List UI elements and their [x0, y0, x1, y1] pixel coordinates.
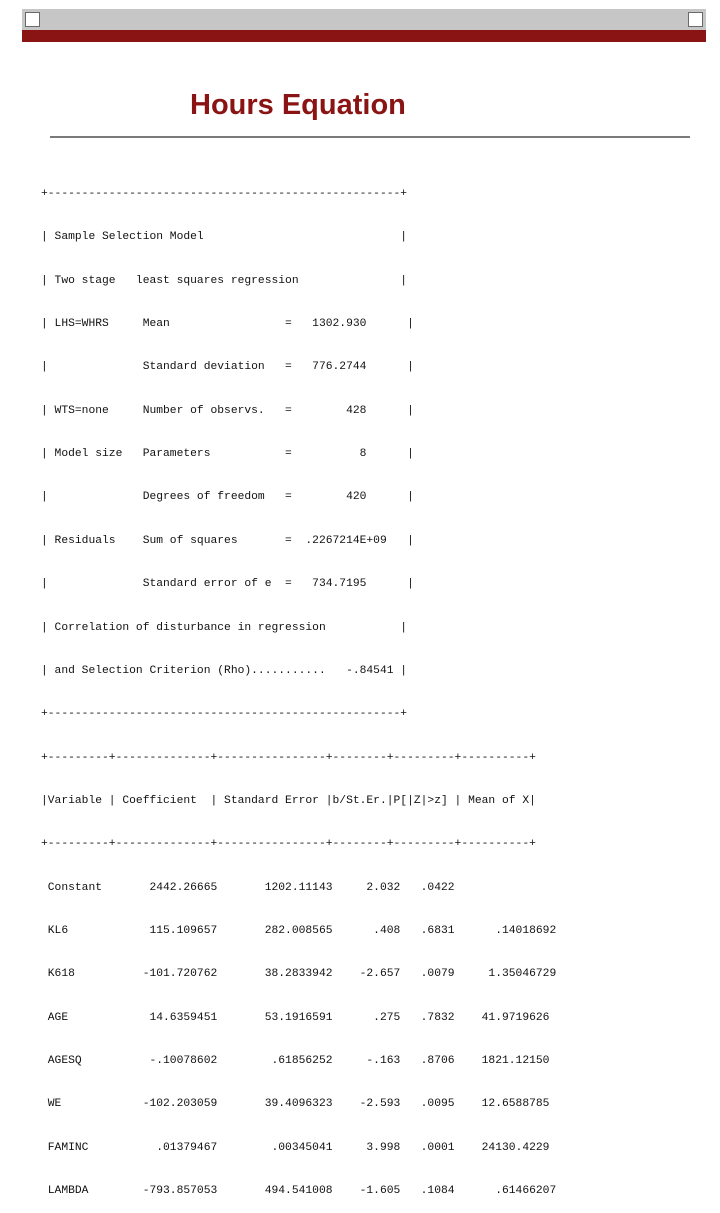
table-header: |Variable | Coefficient | Standard Error |b/St.Er.|P[|Z|>z] | Mean of X| [41, 794, 536, 807]
right-square-icon [688, 12, 703, 27]
output-method: | Two stage least squares regression | [41, 274, 408, 287]
output-std-error: | Standard error of e = 734.7195 | [41, 578, 414, 591]
table-row: AGESQ -.10078602 .61856252 -.163 .8706 1821.12150 [41, 1055, 550, 1068]
left-square-icon [25, 12, 40, 27]
regression-output [41, 158, 556, 1213]
table-border-top: +---------+--------------+----------------+--------+---------+----------+ [41, 751, 536, 764]
output-dof: | Degrees of freedom = 420 | [41, 491, 414, 504]
output-lhs-mean: | LHS=WHRS Mean = 1302.930 | [41, 317, 414, 330]
output-model-name: | Sample Selection Model | [41, 231, 408, 244]
title-underline [50, 136, 690, 138]
title-bar-top-strip [22, 9, 706, 30]
table-row: KL6 115.109657 282.008565 .408 .6831 .14018692 [41, 925, 557, 938]
output-border-top: +----------------------------------------------------+ [41, 187, 408, 200]
output-correlation: | Correlation of disturbance in regression | [41, 621, 408, 634]
table-row: WE -102.203059 39.4096323 -2.593 .0095 12.6588785 [41, 1098, 550, 1111]
output-border-bottom: +----------------------------------------------------+ [41, 708, 408, 721]
table-row: FAMINC .01379467 .00345041 3.998 .0001 24130.4229 [41, 1141, 550, 1154]
table-row: AGE 14.6359451 53.1916591 .275 .7832 41.9719626 [41, 1011, 550, 1024]
output-rho: | and Selection Criterion (Rho)........... -.84541 | [41, 664, 408, 677]
output-sum-squares: | Residuals Sum of squares = .2267214E+09 | [41, 534, 414, 547]
output-observations: | WTS=none Number of observs. = 428 | [41, 404, 414, 417]
table-border-header: +---------+--------------+----------------+--------+---------+----------+ [41, 838, 536, 851]
table-row: K618 -101.720762 38.2833942 -2.657 .0079 1.35046729 [41, 968, 557, 981]
output-std-dev: | Standard deviation = 776.2744 | [41, 361, 414, 374]
slide-title: Hours Equation [190, 89, 406, 121]
output-parameters: | Model size Parameters = 8 | [41, 448, 414, 461]
table-row: LAMBDA -793.857053 494.541008 -1.605 .1084 .61466207 [41, 1185, 557, 1198]
table-row: Constant 2442.26665 1202.11143 2.032 .0422 [41, 881, 455, 894]
